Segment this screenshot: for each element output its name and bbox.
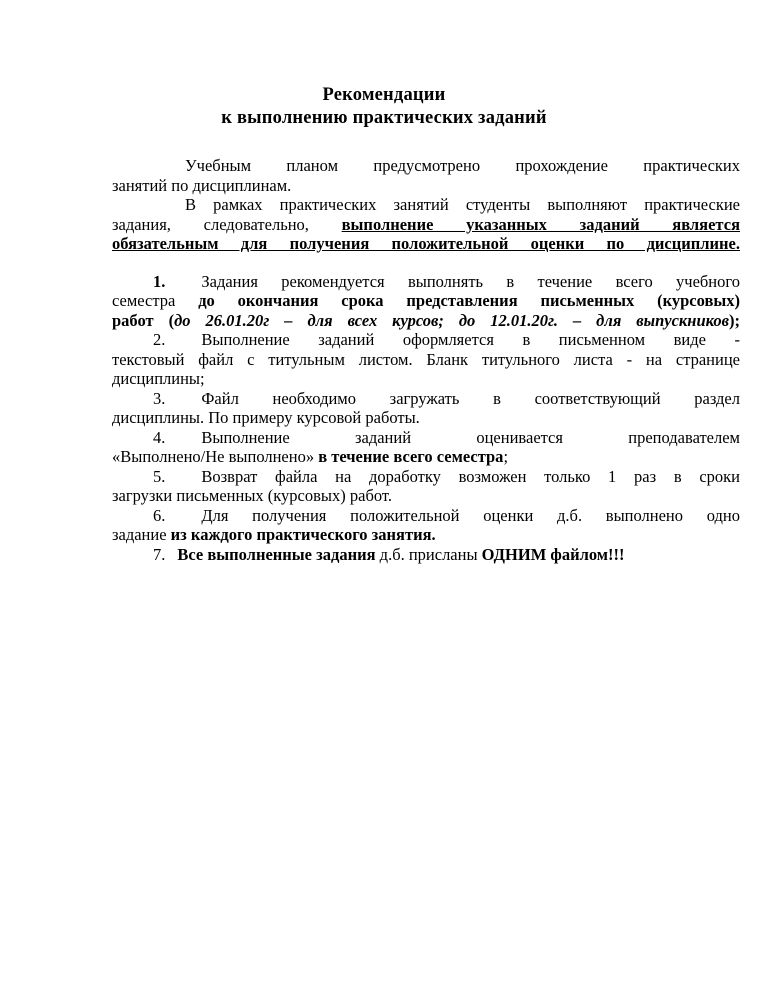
- text-run: Учебным планом предусмотрено прохождение практических: [185, 156, 740, 175]
- indent-spacer: [112, 442, 153, 443]
- text-run: Выполнение заданий оформляется в письменном виде -: [201, 330, 740, 349]
- text-run: загрузки письменных (курсовых) работ.: [112, 486, 392, 505]
- text-run: семестра: [112, 291, 199, 310]
- indent-spacer: [112, 559, 153, 560]
- text-run: 4.: [153, 427, 166, 447]
- paragraph: [112, 506, 740, 545]
- text-run: 3.: [153, 388, 166, 408]
- text-run: ОДНИМ файлом!!!: [481, 544, 625, 564]
- text-run: Возврат файла на доработку возможен только 1 раз в сроки: [201, 466, 740, 486]
- paragraph: [112, 389, 740, 428]
- text-line: [112, 408, 740, 428]
- text-line: [112, 545, 740, 565]
- tab-spacer: [165, 520, 201, 521]
- tab-spacer: [165, 559, 177, 560]
- text-line: [112, 389, 740, 409]
- text-line: [112, 330, 740, 350]
- text-run: 6.: [153, 505, 166, 525]
- text-line: [112, 176, 740, 196]
- indent-spacer: [112, 344, 153, 345]
- paragraph: [112, 156, 740, 195]
- paragraph: [112, 330, 740, 389]
- indent-spacer: [112, 520, 153, 521]
- text-line: [112, 350, 740, 370]
- text-run: 1.: [153, 271, 166, 291]
- text-run: д.б. присланы: [375, 544, 482, 564]
- text-run: Выполнение заданий оценивается преподавателем: [201, 427, 740, 447]
- text-run: Все выполненные задания: [177, 544, 376, 564]
- text-line: [112, 467, 740, 487]
- paragraph: [112, 428, 740, 467]
- text-line: [112, 525, 740, 545]
- tab-spacer: [165, 286, 201, 287]
- tab-spacer: [165, 403, 201, 404]
- text-run: «Выполнено/Не выполнено»: [112, 447, 319, 466]
- text-run: Для получения положительной оценки д.б. выполнено одно: [201, 505, 740, 525]
- paragraph: [112, 467, 740, 506]
- text-run: выполнение указанных заданий является: [341, 214, 740, 234]
- text-run: занятий по дисциплинам.: [112, 175, 292, 195]
- text-run: Задания рекомендуется выполнять в течение всего учебного: [201, 271, 740, 291]
- text-run: обязательным для получения положительной оценки по дисциплине.: [112, 234, 740, 253]
- text-run: 2.: [153, 330, 166, 349]
- text-line: [112, 428, 740, 448]
- text-run: Файл необходимо загружать в соответствующий раздел: [201, 388, 740, 408]
- text-line: [112, 156, 740, 176]
- text-run: В рамках практических занятий студенты выполняют практические: [185, 195, 740, 214]
- text-run: дисциплины;: [112, 369, 205, 388]
- indent-spacer: [112, 170, 185, 171]
- text-line: [112, 215, 740, 235]
- text-line: [112, 311, 740, 331]
- text-run: 5.: [153, 466, 166, 486]
- document-body: [112, 156, 740, 564]
- indent-spacer: [112, 209, 185, 210]
- text-line: [112, 506, 740, 526]
- text-line: [112, 486, 740, 506]
- tab-spacer: [165, 481, 201, 482]
- text-run: задание: [112, 525, 171, 544]
- text-run: (: [168, 310, 175, 330]
- text-line: [112, 195, 740, 215]
- text-run: дисциплины. По примеру курсовой работы.: [112, 408, 420, 427]
- paragraph: [112, 545, 740, 565]
- text-run: задания, следовательно,: [112, 214, 342, 234]
- text-line: [112, 291, 740, 311]
- text-run: из каждого практического занятия.: [170, 525, 436, 544]
- text-line: [112, 447, 740, 467]
- indent-spacer: [112, 403, 153, 404]
- text-run: );: [728, 310, 740, 330]
- indent-spacer: [112, 286, 153, 287]
- text-run: текстовый файл с титульным листом. Бланк титульного листа - на странице: [112, 349, 740, 369]
- indent-spacer: [112, 481, 153, 482]
- title-line: Рекомендации: [322, 85, 446, 105]
- text-run: 7.: [153, 544, 166, 564]
- text-run: ;: [503, 447, 509, 466]
- paragraph: [112, 195, 740, 254]
- text-run: в течение всего семестра: [318, 447, 504, 466]
- text-run: до 26.01.20г – для всех курсов; до 12.01.20г. – для выпускников: [174, 310, 729, 330]
- text-run: работ: [112, 310, 169, 330]
- tab-spacer: [165, 442, 201, 443]
- paragraph: [112, 272, 740, 331]
- tab-spacer: [165, 344, 201, 345]
- text-run: до окончания срока представления письменных (курсовых): [198, 291, 740, 310]
- text-line: [112, 234, 740, 254]
- text-line: [112, 272, 740, 292]
- title-line: к выполнению практических заданий: [221, 108, 547, 128]
- document-title: [0, 84, 768, 130]
- text-line: [112, 369, 740, 389]
